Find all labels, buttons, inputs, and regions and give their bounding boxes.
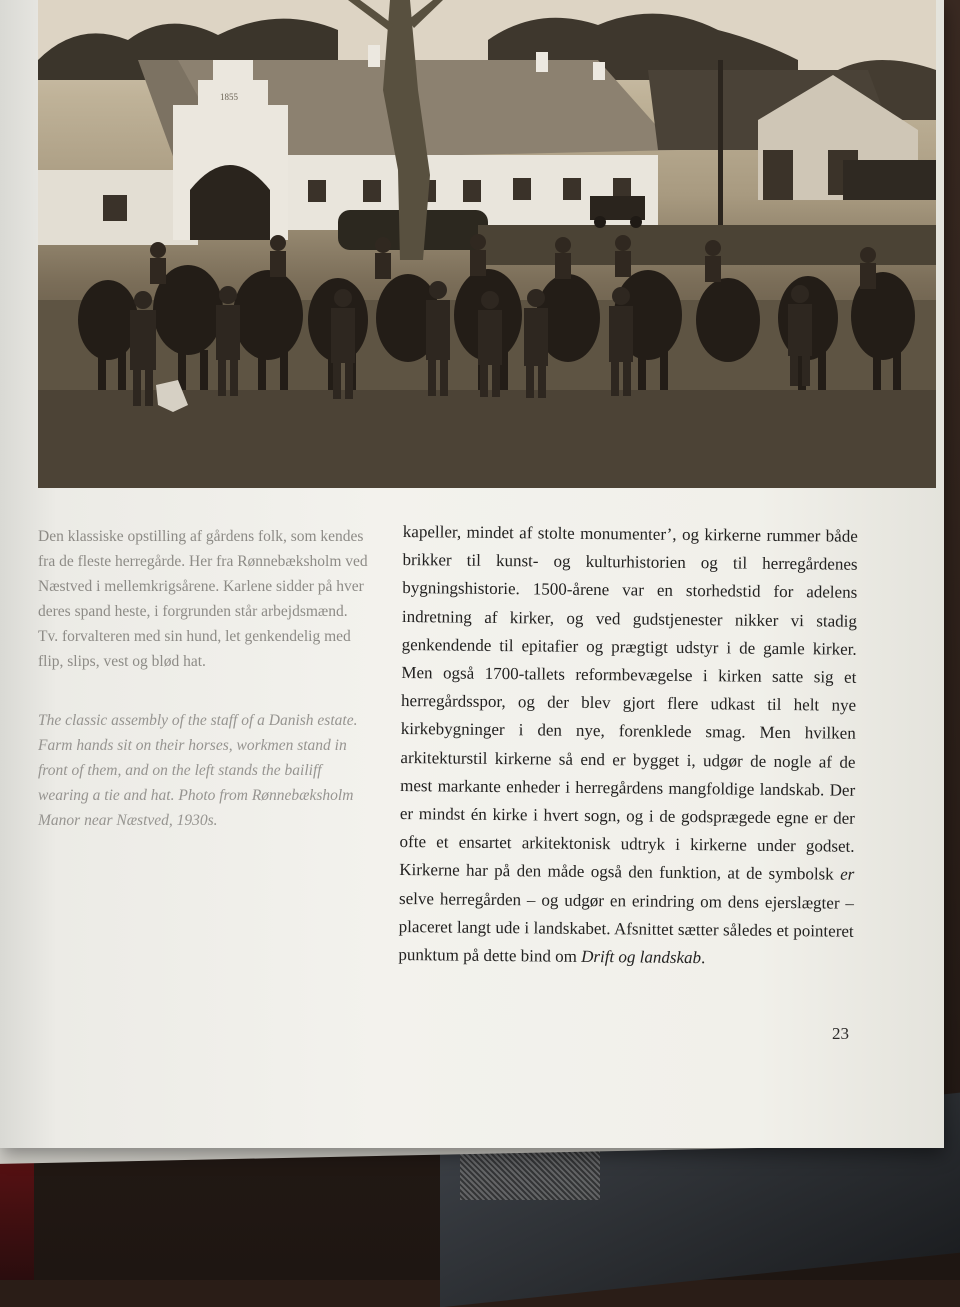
body-text-part-2: selve herregården – og udgør en erindring om dens ejerslægter – placeret langt ude i landskabet. Afsnittet sætter således et pointeret punktum på dette bind om: [398, 888, 855, 966]
photo-caption-english: The classic assembly of the staff of a Danish estate. Farm hands sit on their horses, workmen stand in front of them, and on the left stands the bailiff wearing a tie and hat. Photo from Rønnebæksholm Manor near Næstved, 1930s.: [38, 712, 358, 829]
gable-year: 1855: [220, 92, 238, 102]
body-text-part-3: .: [701, 948, 706, 968]
body-text: [398, 518, 858, 974]
photo-caption-danish: Den klassiske opstilling af gårdens folk, som kendes fra de fleste herregårde. Her fra Rønnebæksholm ved Næstved i mellemkrigsårene. Karlene sidder på hver deres spand heste, i forgrunden står arbejdsmænd. Tv. forvalteren med sin hund, let genkendelig med flip, slips, vest og blød hat.: [38, 528, 368, 670]
page-number: 23: [832, 1024, 849, 1043]
body-text-part-1: kapeller, mindet af stolte monumenter’, og kirkerne rummer både brikker til kunst- og kulturhistorien og til herregårdenes bygningshistorie. 1500-årene var en storhedstid for adelens indretning af kirker, og ved gudstjenester nikker vi stadig genkendende til epitafier og prægtigt udstyr i de gamle kirker. Men også 1700-tallets reformbevægelse i kirken satte sig et herregårdsspor, og der blev gjort flere udkast til helt nye kirkebygninger i den nye, forenklede smag. Men hvilken arkitekturstil kirkerne så end er bygget i, udgør de nogle af de mest markante enheder i herregårdens mangfoldige landskab. Der er mindst én kirke i hvert sogn, og i de godsprægede egne er der ofte et ensartet arkitektonisk udtryk i kirkerne under godset. Kirkerne har på den måde også den funktion, at de symbolsk: [399, 521, 858, 885]
body-emphasis-er: er: [840, 865, 855, 885]
body-paragraph: [398, 518, 858, 974]
red-object-edge: [0, 1150, 34, 1280]
estate-staff-photo: [38, 0, 936, 488]
photo-illustration: [38, 0, 936, 488]
body-book-title: Drift og landskab: [581, 946, 702, 968]
